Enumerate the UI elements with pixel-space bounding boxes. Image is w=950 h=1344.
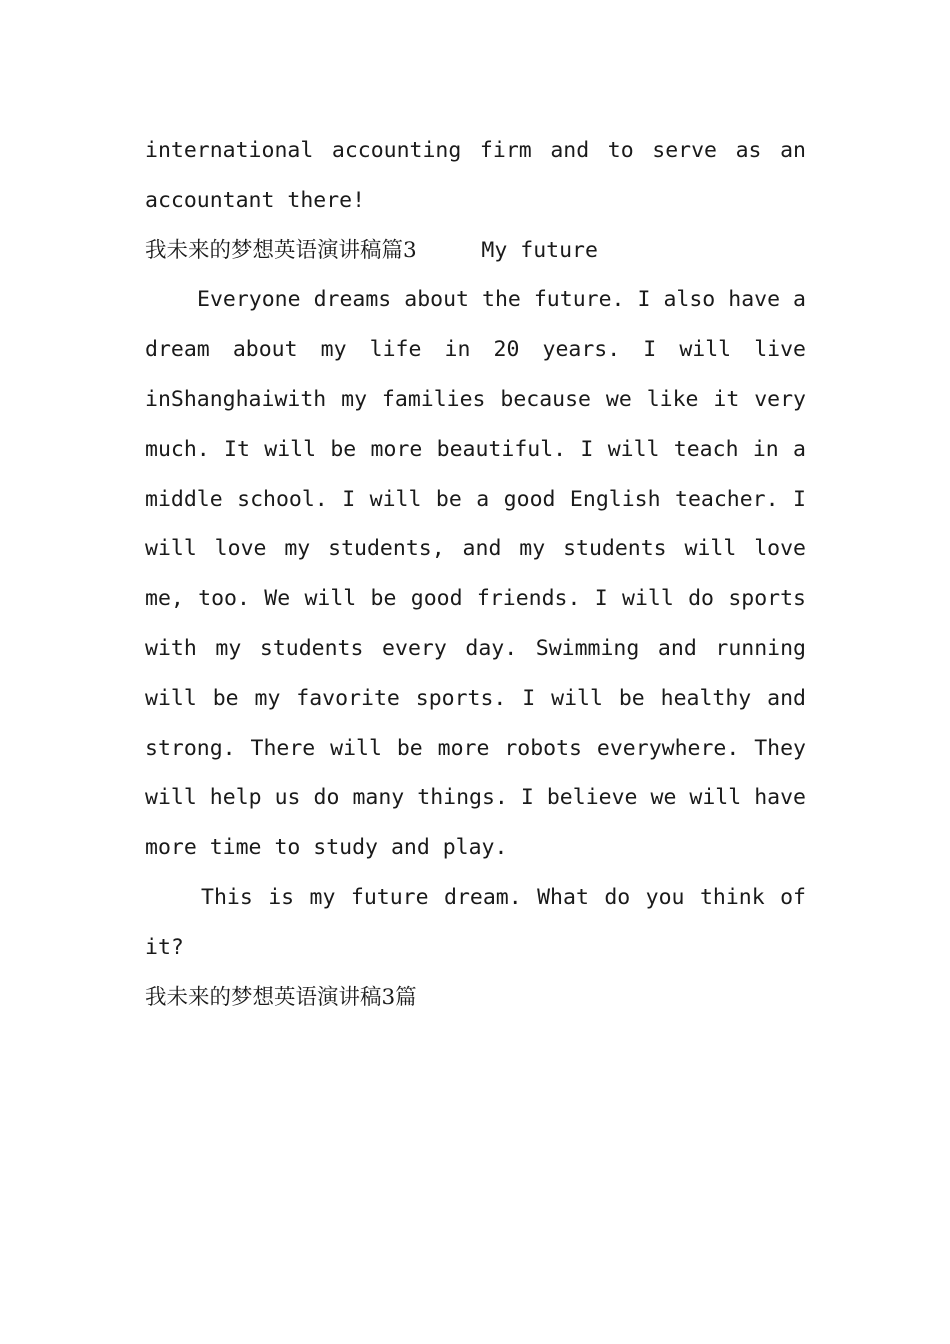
paragraph-line: more time to study and play. — [145, 835, 508, 861]
paragraph-line: much. It will be more beautiful. I will teach in a — [145, 436, 806, 462]
paragraph-line: me, too. We will be good friends. I will do sports — [145, 586, 806, 612]
document-footer-title — [145, 973, 806, 1023]
footer-title-text: 我未来的梦想英语演讲稿3篇 — [145, 984, 417, 1010]
paragraph-line: inShanghaiwith my families because we like it very — [145, 386, 806, 412]
paragraph-line: will love my students, and my students will love — [145, 536, 806, 562]
paragraph-line: will be my favorite sports. I will be healthy and — [145, 685, 806, 711]
text-line: international accounting firm and to serve as an — [145, 138, 806, 163]
paragraph-line: Everyone dreams about the future. I also have a — [197, 287, 806, 313]
paragraph-line: This is my future dream. What do you think of — [201, 884, 806, 910]
paragraph-line: with my students every day. Swimming and running — [145, 635, 806, 661]
section-heading — [145, 226, 806, 276]
document-body — [145, 126, 806, 1022]
paragraph-line: dream about my life in 20 years. I will live — [145, 337, 806, 363]
paragraph-line: will help us do many things. I believe we will have — [145, 785, 806, 811]
section-heading-subtitle: My future — [481, 237, 598, 263]
paragraph-line: middle school. I will be a good English teacher. I — [145, 486, 806, 512]
paragraph-line: it? — [145, 934, 184, 960]
text-line: accountant there! — [145, 187, 366, 213]
section-heading-title: 我未来的梦想英语演讲稿篇3 — [145, 237, 417, 263]
paragraph-line: strong. There will be more robots everywhere. They — [145, 735, 806, 761]
